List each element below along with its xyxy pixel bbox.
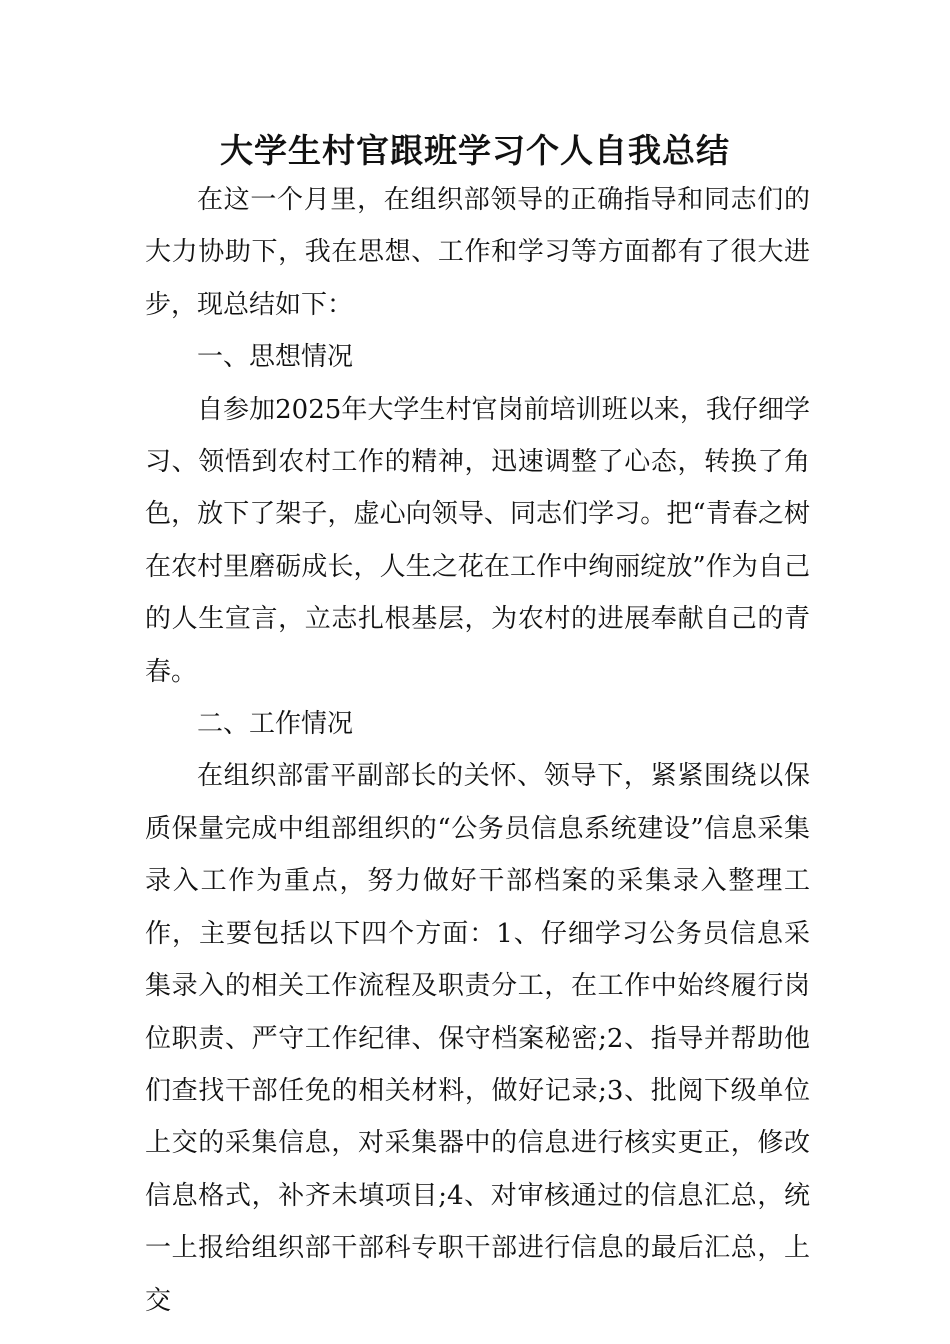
section-heading-thought: 一、思想情况 xyxy=(197,342,354,373)
section-heading-work: 二、工作情况 xyxy=(197,709,354,740)
paragraph-thought: 自参加2025年大学生村官岗前培训班以来，我仔细学习、领悟到农村工作的精神，迅速调整了心态，转换了角色，放下了架子，虚心向领导、同志们学习。把“青春之树在农村里磨砺成长，人生之花在工作中绚丽绽放”作为自己的人生宣言，立志扎根基层，为农村的进展奉献自己的青春。 xyxy=(145,394,810,687)
paragraph-intro: 在这一个月里，在组织部领导的正确指导和同志们的大力协助下，我在思想、工作和学习等方面都有了很大进步，现总结如下： xyxy=(145,185,810,320)
document-title: 大学生村官跟班学习个人自我总结 xyxy=(220,131,730,170)
paragraph-work: 在组织部雷平副部长的关怀、领导下，紧紧围绕以保质保量完成中组部组织的“公务员信息系统建设”信息采集录入工作为重点，努力做好干部档案的采集录入整理工作，主要包括以下四个方面：1、仔细学习公务员信息采集录入的相关工作流程及职责分工，在工作中始终履行岗位职责、严守工作纪律、保守档案秘密;2、指导并帮助他们查找干部任免的相关材料，做好记录;3、批阅下级单位上交的采集信息，对采集器中的信息进行核实更正，修改信息格式，补齐未填项目;4、对审核通过的信息汇总，统一上报给组织部干部科专职干部进行信息的最后汇总，上交 xyxy=(145,761,810,1316)
document-body xyxy=(145,174,810,1327)
